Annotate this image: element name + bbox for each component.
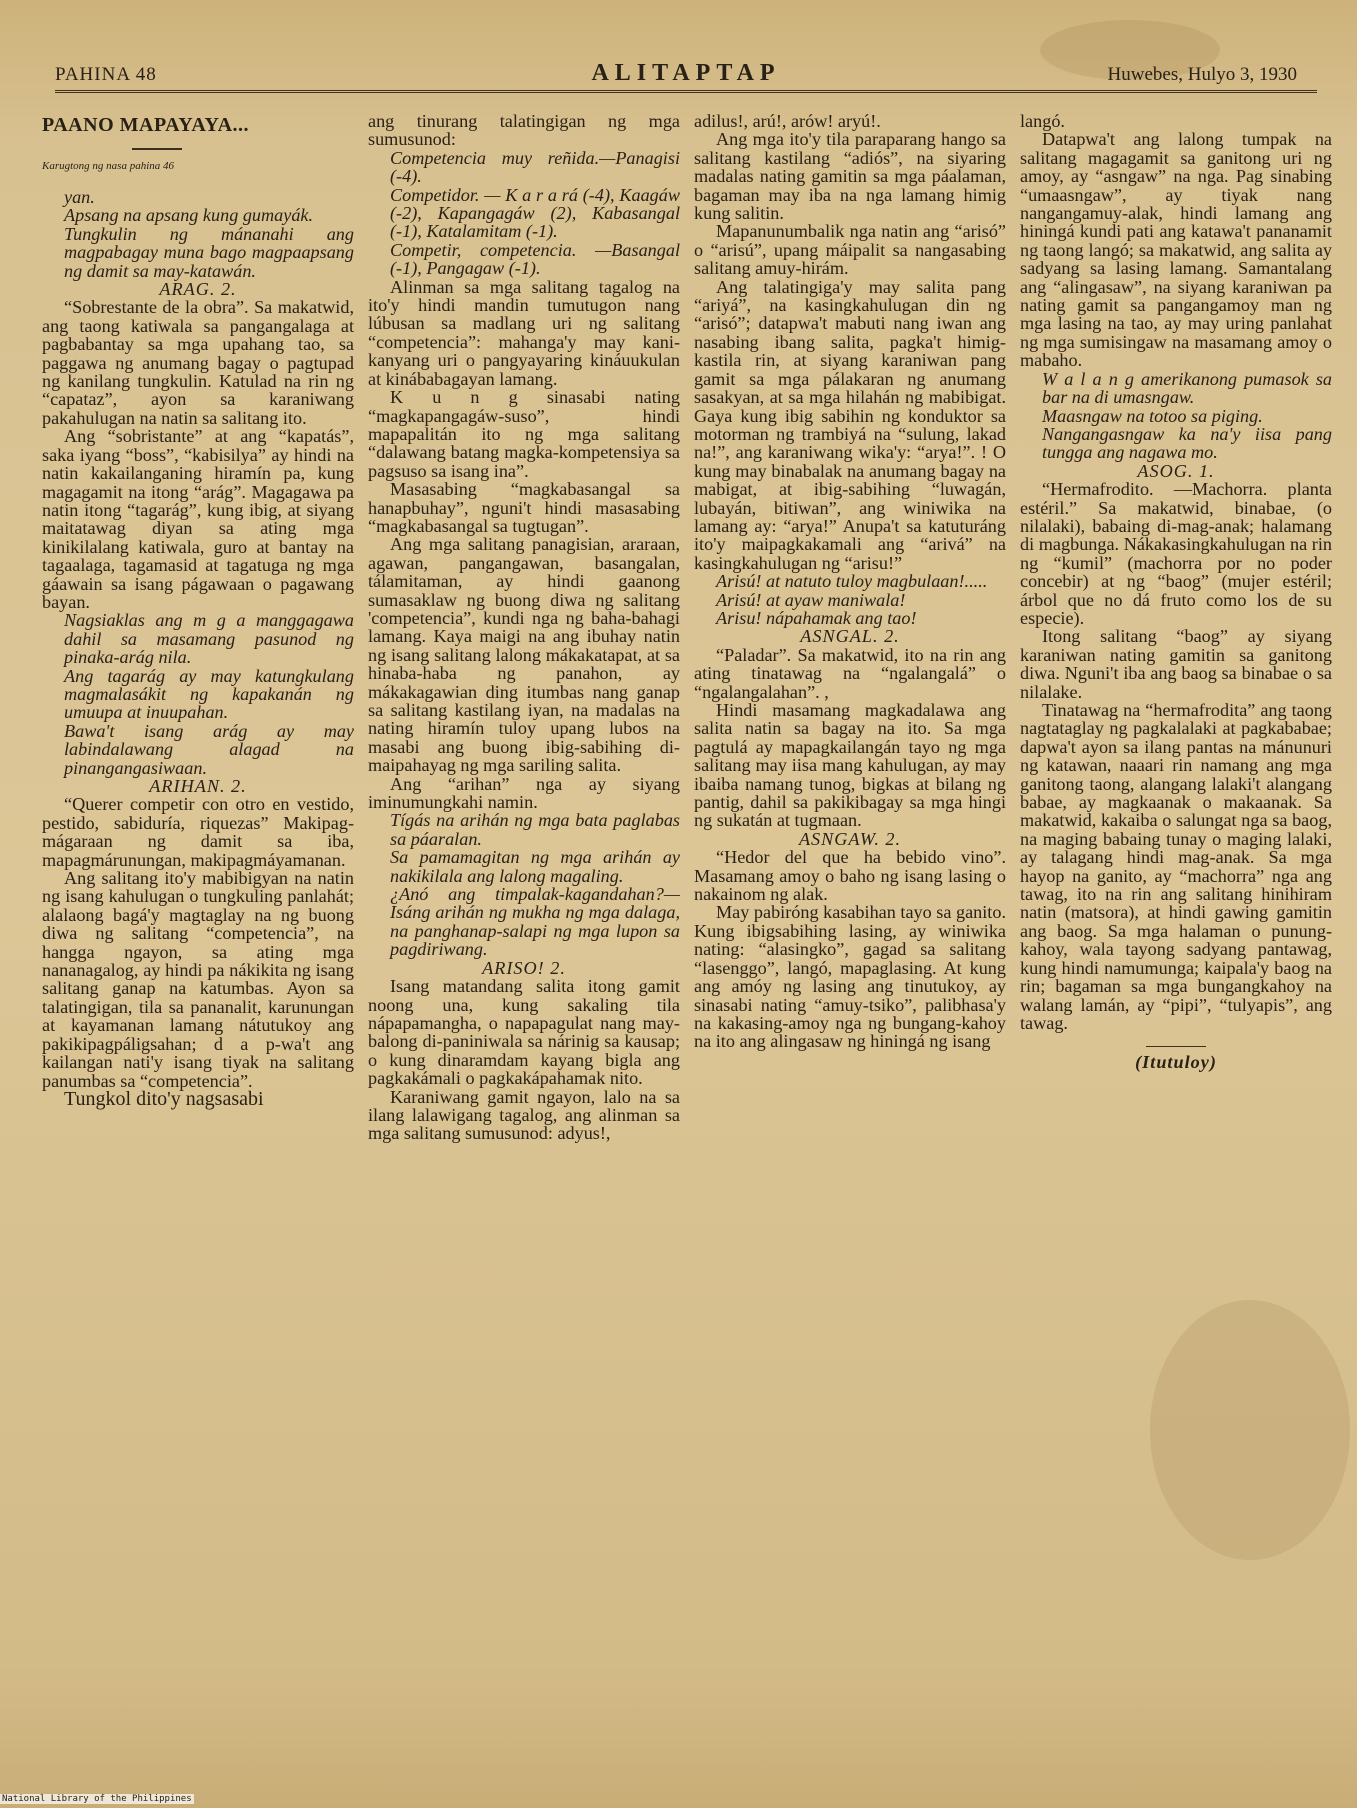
paragraph: yan. [64, 187, 95, 207]
example-quote: Competidor. — K a r a rá (-4), Kaagáw (-2), Kapangagáw (2), Kabasangal (-1), Katalamitam (-1). [390, 184, 680, 242]
article-title: PAANO MAPAYAYA... [42, 114, 250, 136]
entry-heading: ASNGAL. 2. [800, 626, 900, 647]
page-number-label: PAHINA 48 [55, 64, 157, 85]
column-2 [368, 112, 680, 1772]
example-quote: Nangangasngaw ka na'y iisa pang tungga ang nagawa mo. [1042, 423, 1332, 463]
paragraph: Ang “sobristante” at ang “kapatás”, saka iyang “boss”, “kabisilya” ay hindi na natin kakailanganing hiramín pa, kung magagamit na itong “arág”. Magagawa pa natin itong “tagarág”, kung ibig, at siyang maitatawag diyan sa ating mga kinikilalang katiwala, guro at bantay na tagaalaga, tagamasid at tagatuga ng mga gáawain sa isang págawaan o pagawang bayan. [42, 426, 354, 612]
paragraph: “Querer competir con otro en vestido, pestido, sabiduría, riquezas” Makipag-mágaraan ng damit sa iba, mapagmárunungan, makipagmáyamanan. [42, 794, 354, 870]
example-quote: Arisú! at ayaw maniwala! [716, 589, 906, 610]
example-quote: Ang tagarág ay may katungkulang magmalasákit ng kapakanán ng umuupa at inuupahan. [64, 665, 354, 723]
paragraph: ang tinurang talatingigan ng mga sumusunod: [368, 112, 680, 150]
example-quote: Arisu! nápahamak ang tao! [716, 607, 917, 628]
end-rule [1146, 1046, 1206, 1047]
paragraph: Tinatawag na “hermafrodita” ang taong nagtataglay ng pagkalalaki at pagkababae; dapwa't ayon sa ilang pantas na mánunuri ng katawan, naaari rin namang ang mga ganitong taong, alangang lalaki't alangang babae, ay magkaanak o makaanak. Sa makatwid, kakaiba o salungat nga sa baog, na maging babaing tunay o maging lalaki, ay talagang hindi mag-anak. Sa mga hayop na ganito, ay “machorra” nga ang tawag, ito na rin ang salitang hinihiram natin (matsora), at hindi gawing gamitin ang baog. Sa mga halaman o punung-kahoy, wala tayong sadyang pantawag, kung hindi namumunga; kaipala'y baog na rin; bagaman sa mga bungangkahoy na walang lamán, ay “pipi”, “tulyapis”, ang tawag. [1020, 700, 1332, 1033]
entry-heading: ASNGAW. 2. [798, 828, 902, 849]
paragraph: Ang mga ito'y tila paraparang hango sa salitang kastilang “adiós”, na siyaring madalas nating gamitin sa mga páalaman, bagaman may iba na nga lamang himig kung salitin. [694, 129, 1006, 224]
paragraph: Itong salitang “baog” ay siyang karaniwan nating gamitin sa ganitong diwa. Nguni't iba ang baog sa binabae o sa nilalake. [1020, 626, 1332, 702]
example-quote: Tígás na arihán ng mga bata paglabas sa páaralan. [390, 810, 680, 849]
example-quote: Sa pamamagitan ng mga arihán ay nakikilala ang lalong magaling. [390, 847, 680, 886]
paragraph: langó. [1020, 112, 1065, 131]
paragraph: Datapwa't ang lalong tumpak na salitang magagamit sa ganitong uri ng amoy, ay “asngaw” na nga. Pag sinabing “umaasngaw”, ay tiyak nang nangangamuy-alak, hindi lamang ang hiningá kundi pati ang katawa't pananamit ng taong langó; sa makatwid, ang salita ay sadyang sa lasing lamang. Samantalang ang “alingasaw”, na siyang karaniwan pa nating gamit sa pangangamoy man ng mga lasing na tao, ay may uring panlahat ng mga sumisingaw na masamang amoy o mabaho. [1020, 129, 1332, 371]
paragraph: Ang salitang ito'y mabibigyan na natin ng isang kahulugan o tungkuling panlahát; alalaong bagá'y magtaglay na ng buong diwa ng salitang “competencia”, na hangga ngayon, sa ating mga nananagalog, ay hindi pa nákikita ng isang salitang ganap na katumbas. Ayon sa talatingigan, tila sa pananalit, karunungan at kayamanan lamang nátutukoy ang pakikipagpáligsahan; d a p-wa't ang kailangan nati'y isang tiyak na salitang panumbas sa “competencia”. [42, 868, 354, 1091]
title-rule [132, 148, 182, 150]
entry-heading: ARISO! 2. [482, 957, 566, 978]
example-quote: Competencia muy reñida.—Panagisi (-4). [390, 147, 680, 187]
example-quote: ¿Anó ang timpalak-kagandahan?—Isáng arihán ng mukha ng mga dalaga, na panghanap-salapi ng mga lupon sa pagdiriwang. [390, 884, 680, 960]
paragraph: “Hermafrodito. —Machorra. planta estéril.” Sa makatwid, binabae, (o nilalaki), babaing di-mag-anak; halamang di magbunga. Nákakasingkahulugan na rin ng “kumil” (machorra por no poder concebir) at ng “baog” (mujer estéril; árbol que no dá fruto como los de su especie). [1020, 479, 1332, 628]
example-quote: W a l a n g amerikanong pumasok sa bar na di umasngaw. [1042, 368, 1332, 408]
issue-date: Huwebes, Hulyo 3, 1930 [1107, 64, 1297, 85]
paragraph: “Sobrestante de la obra”. Sa makatwid, ang taong katiwala sa pangangalaga at pagbabantay sa mga upahang tao, sa paggawa ng anumang bagay o pagtupad ng kanilang tungkulin. Katulad na rin ng “capataz”, ayon sa karaniwang pakahulugan na natin sa salitang ito. [42, 297, 354, 428]
paragraph: “Hedor del que ha bebido vino”. Masamang amoy o baho ng isang lasing o nakainom ng alak. [694, 847, 1006, 905]
page-header [55, 60, 1317, 93]
column-4 [1020, 112, 1332, 1772]
paragraph: “Paladar”. Sa makatwid, ito na rin ang ating tinatawag na “ngalangalá” o “ngalangalahan”. , [694, 644, 1006, 702]
library-credit: National Library of the Philippines [2, 1794, 192, 1804]
paragraph: Ang “arihan” nga ay siyang iminumungkahi namin. [368, 773, 680, 813]
masthead-title: ALITAPTAP [591, 60, 781, 86]
paragraph: Mapanunumbalik nga natin ang “arisó” o “arisú”, upang máipalit sa nangasabing salitang amuy-hirám. [694, 221, 1006, 279]
example-quote: Maasngaw na totoo sa piging. [1042, 405, 1263, 426]
paragraph: adilus!, arú!, arów! aryú!. [694, 112, 881, 131]
continuation-note: Karugtong ng nasa pahina 46 [42, 160, 175, 172]
entry-heading: ASOG. 1. [1137, 460, 1215, 481]
paragraph: Ang talatingiga'y may salita pang “ariyá”, na kasingkahulugan din ng “arisó”; datapwa't mabuti nang iwan ang nasabing ibang salita, pagka't himig-kastila rin, at siyang karaniwan pang gamit sa mga pálakaran ng anumang sasakyan, at sa mga hilahán ng mabibigat. Gaya kung ibig sabihin ng konduktor sa motorman ng trambiyá na “sulung, lakad na!”, ang karaniwang wika'y: “arya!”. ! O kung may binabalak na anumang bagay na mabigat, at ibig-sabihing “luwagán, lubayán, bitiwan”, ang winiwika na lamang ay: “arya!” Anupa't sa katuturáng ito'y maipagkakamali ang “arivá” na kasingkahulugan ng “arisu!” [694, 276, 1006, 573]
example-quote: Apsang na apsang kung gumayák. [64, 205, 314, 226]
paragraph: Hindi masamang magkadalawa ang salita natin sa bagay na ito. Sa mga pagtulá ay mapagkailangán tayo ng mga salitang may iisa mang kahulugan, ay may ibaiba namang tunog, bigkas at bilang ng pantig, dahil sa pakikibagay sa mga hingi ng sukatán at tugmaan. [694, 700, 1006, 831]
paragraph: Karaniwang gamit ngayon, lalo na sa ilang lalawigang tagalog, ang alinman sa mga salitang sumusunod: adyus!, [368, 1086, 680, 1144]
column-1 [42, 112, 354, 1772]
article-columns [42, 112, 1332, 1772]
paragraph: Isang matandang salita itong gamit noong una, kung sakaling tila nápapamangha, o napapagulat nang may-balong di-paniniwala sa nárinig sa kausap; o kung dinaramdam kayang bigla ang pagkakámali o pagkakápahamak nito. [368, 976, 680, 1089]
to-be-continued: (Itutuloy) [1135, 1052, 1217, 1073]
example-quote: Nagsiaklas ang m g a manggagawa dahil sa masamang pasunod ng pinaka-arág nila. [64, 610, 354, 668]
paragraph: Tungkol dito'y nagsasabi [64, 1087, 264, 1110]
paragraph: Alinman sa mga salitang tagalog na ito'y hindi mandin tumutugon nang lúbusan sa madlang uri ng salitang “competencia”: mahanga'y may kani-kanyang uri o pangyayaring kináuukulan at kinábabagayan lamang. [368, 276, 680, 389]
paragraph: May pabiróng kasabihan tayo sa ganito. Kung ibigsabihing lasing, ay winiwika nating: “alasingko”, gagad sa salitang “lasenggo”, langó, mapaglasing. At kung ang amóy ng lasing ang tinutukoy, ay sinasabi nating “amuy-tsiko”, palibhasa'y na kakasing-amoy nga ng bungang-kahoy na ito ang alingasaw ng hiningá ng isang [694, 902, 1006, 1052]
paragraph: Masasabing “magkabasangal sa hanapbuhay”, nguni't hindi masasabing “magkabasangal sa tugtugan”. [368, 479, 680, 536]
paragraph: Ang mga salitang panagisian, araraan, agawan, pangangawan, basangalan, tálamitaman, ay hindi gaanong sumasaklaw ng buong diwa ng salitang 'competencia”, kundi nga ng baha-bahagi lamang. Kaya maigi na ang ibuhay natin ng isang salitang lalong mákakatapat, at sa hinaba-haba ng panahon, ay mákakagawian ding itumbas nang ganap sa salitang kastilang iyan, na madalas na nating hiramín tuloy upang lubos na masabi ang buong ibig-sabihing di-maipahayag ng mga sariling salita. [368, 534, 680, 776]
example-quote: Competir, competencia. —Basangal (-1), Pangagaw (-1). [390, 239, 680, 279]
example-quote: Tungkulin ng mánanahi ang magpabagay muna bago magpaapsang ng damit sa may-katawán. [64, 223, 354, 281]
entry-heading: ARAG. 2. [159, 279, 237, 300]
column-3 [694, 112, 1006, 1772]
example-quote: Arisú! at natuto tuloy magbulaan!..... [716, 571, 988, 592]
entry-heading: ARIHAN. 2. [149, 776, 247, 796]
example-quote: Bawa't isang arág ay may labindalawang alagad na pinangangasiwaan. [64, 720, 354, 778]
paragraph: K u n g sinasabi nating “magkapangagáw-suso”, hindi mapapalitán ito ng mga salitang “dalawang batang magka-kompetensiya sa pagsuso sa isang ina”. [368, 387, 680, 481]
